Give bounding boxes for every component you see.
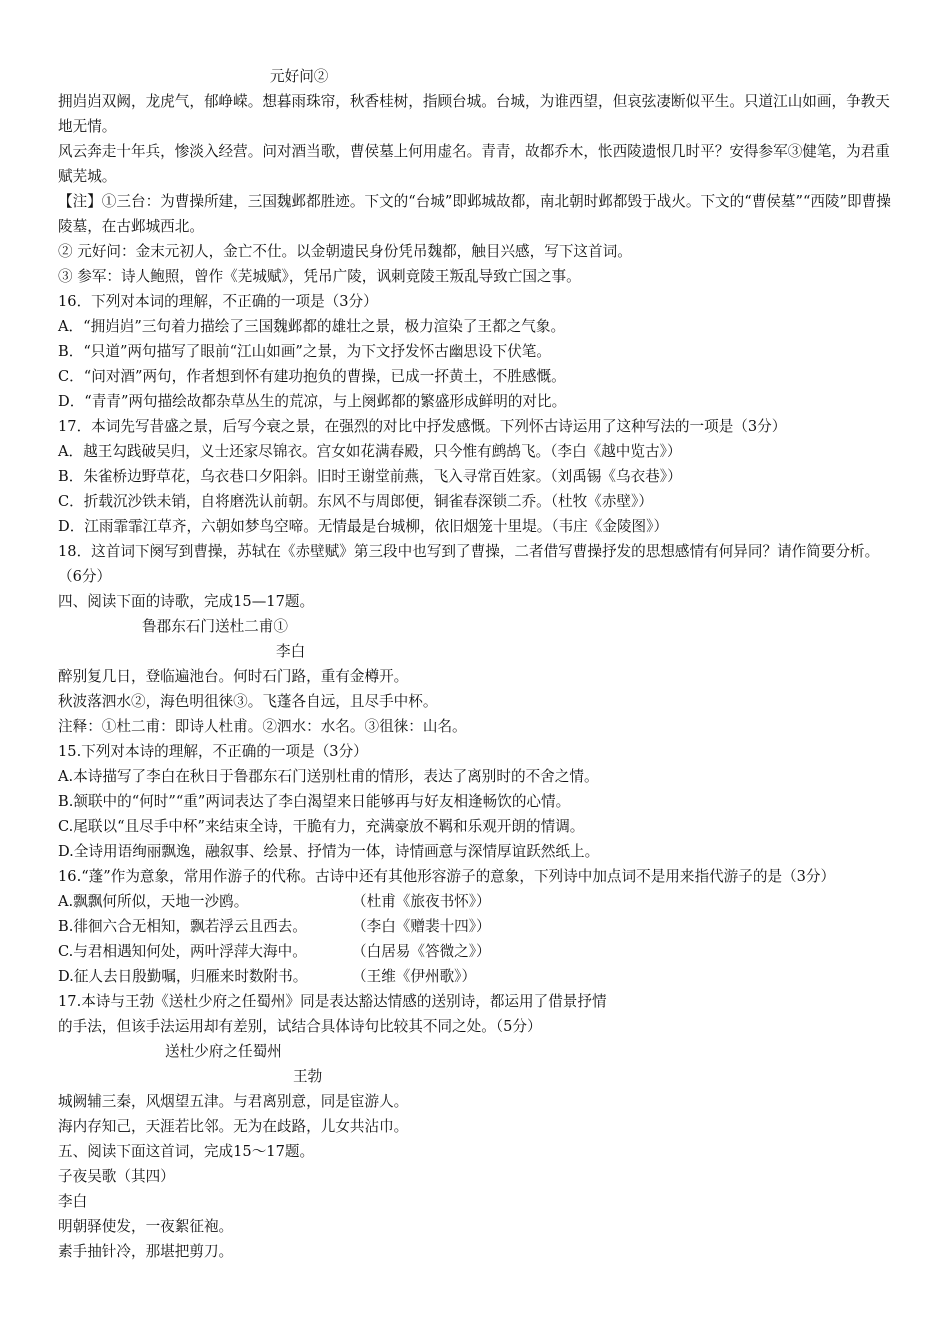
ziye-poem-line-1: 明朝驿使发，一夜絮征袍。 [58,1218,234,1235]
ci-stanza-1: 拥岿岿双阙，龙虎气，郁峥嵘。想暮雨珠帘，秋香桂树，指顾台城。台城，为谁西望，但哀弦凄断似平生。只道江山如画，争教天地无情。 [58,93,890,135]
poem-title-du-shaofu: 送杜少府之任蜀州 [165,1043,282,1060]
question-15-option-c: C.尾联以“且尽手中杯”来结束全诗，干脆有力，充满豪放不羁和乐观开朗的情调。 [58,818,585,835]
question-16b-option-d [58,964,892,989]
poem-author-wang-bo: 王勃 [293,1068,323,1085]
option-source: （李白《赠裴十四》） [352,918,491,935]
question-17b-stem-line-1: 17.本诗与王勃《送杜少府之任蜀州》同是表达豁达情感的送别诗，都运用了借景抒情 [58,993,607,1010]
section-four-heading: 四、阅读下面的诗歌，完成15—17题。 [58,593,315,610]
question-15-option-b: B.颔联中的“何时”“重”两词表达了李白渴望来日能够再与好友相逢畅饮的心情。 [58,793,571,810]
option-source: （杜甫《旅夜书怀》） [352,893,491,910]
option-text: C.与君相遇知何处，两叶浮萍大海中。 [58,943,307,960]
poem-author-li-bai: 李白 [276,643,306,660]
question-15-option-d: D.全诗用语绚丽飘逸，融叙事、绘景、抒情为一体，诗情画意与深情厚谊跃然纸上。 [58,843,600,860]
question-16-option-d: D．“青青”两句描绘故都杂草丛生的荒凉，与上阕邺都的繁盛形成鲜明的对比。 [58,393,567,410]
option-source: （白居易《答微之》） [352,943,491,960]
option-text: B.徘徊六合无相知，飘若浮云且西去。 [58,918,307,935]
option-text: D.征人去日殷勤嘱，归雁来时数附书。 [58,968,308,985]
question-17-option-a: A．越王勾践破吴归，义士还家尽锦衣。宫女如花满春殿，只今惟有鹧鸪飞。（李白《越中览古》） [58,443,682,460]
annotation-note-2: ② 元好问：金末元初人，金亡不仕。以金朝遗民身份凭吊魏都，触目兴感，写下这首词。 [58,243,632,260]
question-16-option-a: A．“拥岿岿”三句着力描绘了三国魏邺都的雄壮之景，极力渲染了王都之气象。 [58,318,566,335]
question-15-option-a: A.本诗描写了李白在秋日于鲁郡东石门送别杜甫的情形，表达了离别时的不舍之情。 [58,768,599,785]
poem-author-yuan-haowen: 元好问② [270,68,329,85]
annotation-note-1: 【注】①三台：为曹操所建，三国魏邺都胜迹。下文的“台城”即邺城故都，南北朝时邺都毁于战火。下文的“曹侯墓”“西陵”即曹操陵墓，在古邺城西北。 [58,193,891,235]
wang-bo-poem-line-1: 城阙辅三秦，风烟望五津。与君离别意，同是宦游人。 [58,1093,409,1110]
question-16-stem: 16．下列对本词的理解，不正确的一项是（3分） [58,293,378,310]
ci-stanza-2: 风云奔走十年兵，惨淡入经营。问对酒当歌，曹侯墓上何用虚名。青青，故都乔木，怅西陵遗恨几时平？安得参军③健笔，为君重赋芜城。 [58,143,890,185]
question-17-option-c: C．折载沉沙铁未销，自将磨洗认前朝。东风不与周郎便，铜雀春深锁二乔。（杜牧《赤壁》） [58,493,653,510]
question-17-stem: 17．本词先写昔盛之景，后写今衰之景，在强烈的对比中抒发感慨。下列怀古诗运用了这种写法的一项是（3分） [58,418,787,435]
question-17b-stem-line-2: 的手法，但该手法运用却有差别，试结合具体诗句比较其不同之处。（5分） [58,1018,542,1035]
question-17-option-b: B．朱雀桥边野草花，乌衣巷口夕阳斜。旧时王谢堂前燕，飞入寻常百姓家。（刘禹锡《乌衣巷》） [58,468,682,485]
poem-line-1: 醉别复几日，登临遍池台。何时石门路，重有金樽开。 [58,668,409,685]
option-text: A.飘飘何所似，天地一沙鸥。 [58,893,249,910]
poem-author-li-bai-2: 李白 [58,1193,88,1210]
question-16-option-b: B．“只道”两句描写了眼前“江山如画”之景，为下文抒发怀古幽思设下伏笔。 [58,343,551,360]
poem-title-ziye-wuge: 子夜吴歌（其四） [58,1168,175,1185]
section-five-heading: 五、阅读下面这首词，完成15～17题。 [58,1143,315,1160]
wang-bo-poem-line-2: 海内存知己，天涯若比邻。无为在歧路，儿女共沾巾。 [58,1118,409,1135]
poem-line-2: 秋波落泗水②，海色明徂徕③。飞蓬各自远，且尽手中杯。 [58,693,438,710]
question-16b-option-b [58,914,892,939]
question-16b-option-a [58,889,892,914]
question-18-stem: 18．这首词下阕写到曹操，苏轼在《赤壁赋》第三段中也写到了曹操，二者借写曹操抒发的思想感情有何异同？请作简要分析。（6分） [58,543,880,585]
option-source: （王维《伊州歌》） [352,968,477,985]
question-17-option-d: D．江雨霏霏江草齐，六朝如梦鸟空啼。无情最是台城柳，依旧烟笼十里堤。（韦庄《金陵图》） [58,518,669,535]
question-16-option-c: C．“问对酒”两句，作者想到怀有建功抱负的曹操，已成一抔黄土，不胜感慨。 [58,368,566,385]
ziye-poem-line-2: 素手抽针冷，那堪把剪刀。 [58,1243,234,1260]
question-15-stem: 15.下列对本诗的理解，不正确的一项是（3分） [58,743,368,760]
question-16b-option-c [58,939,892,964]
annotation-note-3: ③ 参军：诗人鲍照，曾作《芜城赋》，凭吊广陵，讽刺竟陵王叛乱导致亡国之事。 [58,268,581,285]
poem-annotation: 注释：①杜二甫：即诗人杜甫。②泗水：水名。③徂徕：山名。 [58,718,467,735]
question-16b-stem: 16.“蓬”作为意象，常用作游子的代称。古诗中还有其他形容游子的意象，下列诗中加点词不是用来指代游子的是（3分） [58,868,836,885]
poem-title-lujun: 鲁郡东石门送杜二甫① [142,618,288,635]
